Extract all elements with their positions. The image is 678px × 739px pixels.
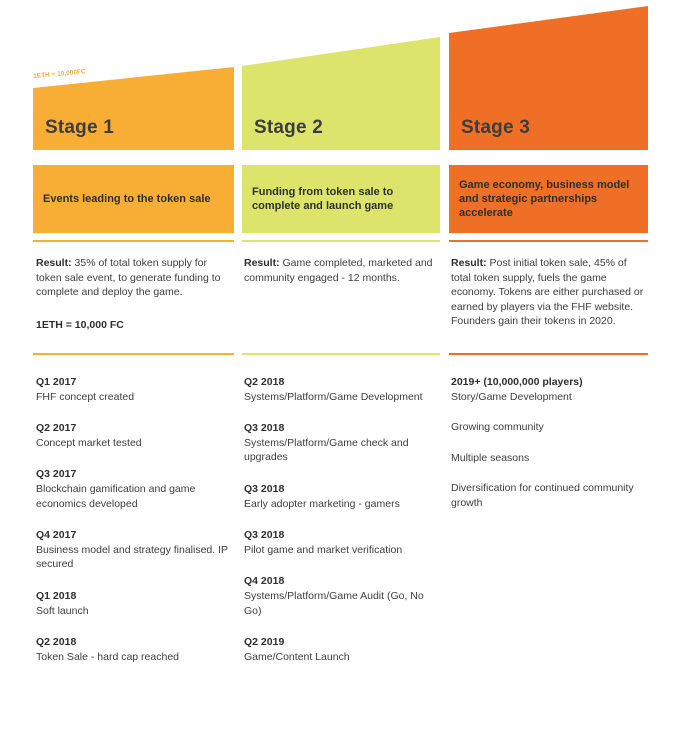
stage-2-column	[242, 0, 440, 739]
stage-1-result: Result: 35% of total token supply for token sale event, to generate funding to complete and deploy the game.	[36, 257, 221, 298]
milestone: Q2 2018 Token Sale - hard cap reached	[36, 636, 180, 663]
milestone: Q1 2018 Soft launch	[36, 589, 89, 617]
stage-3-divider-2	[449, 353, 648, 355]
stage-1-column	[33, 0, 234, 739]
milestone: Q2 2019 Game/Content Launch	[244, 636, 350, 663]
milestone: Q3 2018 Pilot game and market verification	[244, 529, 403, 556]
stage-3-description: Game economy, business model and strategic partnerships accelerate	[449, 165, 648, 233]
stage-3-title: Stage 3	[461, 117, 530, 138]
exchange-rate: 1ETH = 10,000 FC	[36, 319, 124, 331]
stage-2-divider-2	[242, 353, 440, 355]
stage-1-timeline	[36, 375, 234, 681]
stage-1-description: Events leading to the token sale	[33, 165, 234, 233]
stage-1-divider-2	[33, 353, 234, 355]
list-item: Multiple seasons	[451, 451, 530, 464]
stage-2-timeline	[244, 375, 440, 681]
stage-3-divider	[449, 240, 648, 242]
stage-2-description: Funding from token sale to complete and launch game	[242, 165, 440, 233]
list-item: Story/Game Development	[451, 390, 572, 403]
stage-3-column	[449, 0, 648, 739]
milestone: Q3 2018 Early adopter marketing - gamers	[244, 482, 400, 510]
milestone: Q2 2018 Systems/Platform/Game Development	[244, 376, 423, 403]
milestone: Q4 2017 Business model and strategy finalised. IP secured	[36, 529, 228, 571]
stage-3-timeline	[451, 375, 648, 511]
milestone: Q3 2018 Systems/Platform/Game check and upgrades	[244, 422, 409, 464]
stage-1-title: Stage 1	[45, 117, 114, 138]
stage-2-result: Result: Game completed, marketed and community engaged - 12 months.	[244, 257, 433, 284]
milestone: Q3 2017 Blockchain gamification and game economics developed	[36, 468, 196, 510]
stage-2-title: Stage 2	[254, 117, 323, 138]
stage-2-divider	[242, 240, 440, 242]
milestone: Q2 2017 Concept market tested	[36, 422, 142, 449]
milestone: Q1 2017 FHF concept created	[36, 376, 135, 403]
list-item: Growing community	[451, 421, 544, 434]
stage-1-divider	[33, 240, 234, 242]
stage-3-result: Result: Post initial token sale, 45% of total token supply, fuels the game economy. Tokens are either purchased or earned by players via the FHF website. Founders gain their tokens in 2020.	[451, 257, 644, 327]
exchange-rate-tag: 1ETH = 10,000FC	[33, 68, 86, 80]
milestone-heading: 2019+ (10,000,000 players)	[451, 376, 583, 388]
milestone: Q4 2018 Systems/Platform/Game Audit (Go, No Go)	[244, 575, 424, 617]
list-item: Diversification for continued community growth	[451, 482, 634, 509]
